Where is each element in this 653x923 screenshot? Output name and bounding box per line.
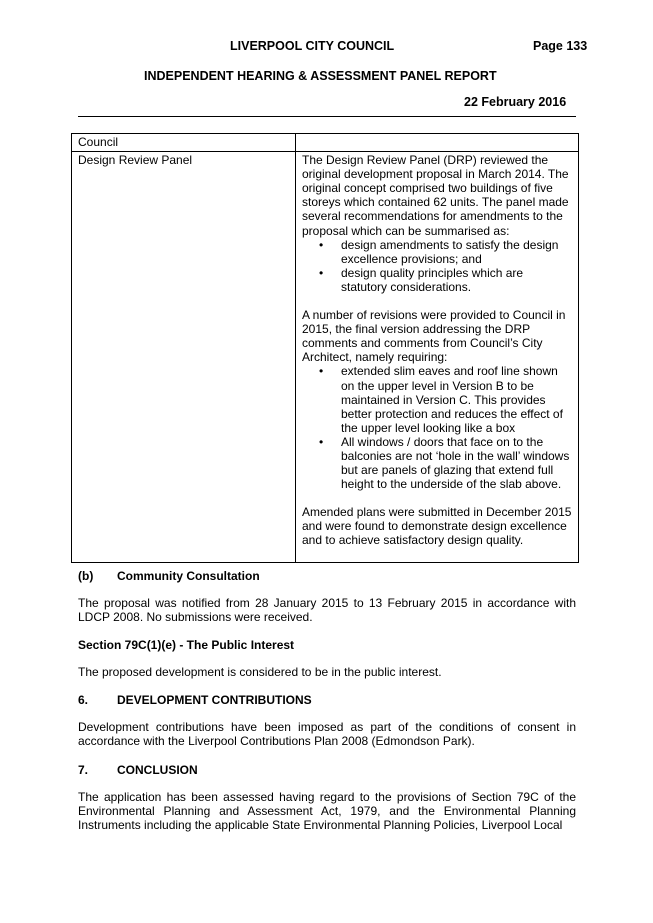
section-body: The proposed development is considered to be in the public interest. <box>78 665 442 679</box>
section-body: Development contributions have been imposed as part of the conditions of consent in accordance with the Liverpool Contributions Plan 2008 (Edmondson Park). <box>78 720 576 749</box>
section-heading <box>78 763 576 777</box>
list-item: • design quality principles which are statutory considerations. <box>341 266 572 294</box>
section-body: The proposal was notified from 28 January 2015 to 13 February 2015 in accordance with LDCP 2008. No submissions were received. <box>78 596 576 625</box>
bullet-list <box>302 364 572 491</box>
table-cell-body <box>296 152 579 562</box>
section-number: (b) <box>78 569 94 583</box>
section-number: 6. <box>78 693 89 707</box>
section-title: CONCLUSION <box>117 763 198 777</box>
drp-paragraph: The Design Review Panel (DRP) reviewed the original development proposal in March 2014. The original concept comprised two buildings of five storeys which contained 62 units. The panel made several recommendations for amendments to the proposal which can be summarised as: <box>302 153 569 238</box>
section-heading <box>78 693 576 707</box>
table-cell-label: Council <box>72 134 296 152</box>
section-heading: Section 79C(1)(e) - The Public Interest <box>78 638 295 652</box>
header-rule <box>78 116 576 117</box>
bullet-list <box>302 238 572 294</box>
section-title: DEVELOPMENT CONTRIBUTIONS <box>117 693 312 707</box>
table-row <box>72 134 579 152</box>
criteria-table <box>71 133 579 563</box>
table-row <box>72 152 579 562</box>
section-title: Community Consultation <box>117 569 260 583</box>
revisions-paragraph: A number of revisions were provided to Council in 2015, the final version addressing the DRP comments and comments from Council’s City Architect, namely requiring: <box>302 308 566 365</box>
table-cell-empty <box>296 134 579 152</box>
section-heading <box>78 569 576 583</box>
report-date: 22 February 2016 <box>464 95 567 109</box>
list-item: • design amendments to satisfy the design excellence provisions; and <box>341 238 572 266</box>
amended-plans-paragraph: Amended plans were submitted in December 2015 and were found to demonstrate design excellence and to achieve satisfactory design quality. <box>302 505 572 548</box>
list-item: • extended slim eaves and roof line shown on the upper level in Version B to be maintained in Version C. This provides better protection and reduces the effect of the upper level looking like a box <box>341 364 572 434</box>
page-number: Page 133 <box>533 39 588 53</box>
section-body: The application has been assessed having regard to the provisions of Section 79C of the Environmental Planning and Assessment Act, 1979, and the Environmental Planning Instruments including the applicable State Environmental Planning Policies, Liverpool Local <box>78 790 576 833</box>
section-number: 7. <box>78 763 89 777</box>
list-item: • All windows / doors that face on to the balconies are not ‘hole in the wall’ windows but are panels of glazing that extend full height to the underside of the slab above. <box>341 435 572 491</box>
table-cell-label: Design Review Panel <box>72 152 296 562</box>
report-title: INDEPENDENT HEARING & ASSESSMENT PANEL REPORT <box>144 69 497 83</box>
council-name: LIVERPOOL CITY COUNCIL <box>230 39 395 53</box>
